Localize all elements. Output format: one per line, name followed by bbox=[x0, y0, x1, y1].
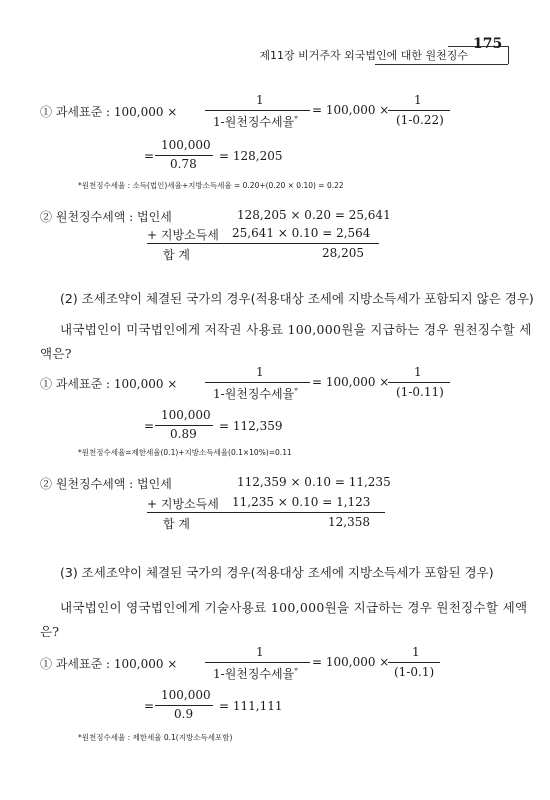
fraction-bar bbox=[205, 662, 310, 663]
fraction-bar bbox=[388, 110, 450, 111]
fraction-denominator: 1-원천징수세율* bbox=[213, 115, 298, 129]
fraction-numerator: 1 bbox=[414, 365, 422, 379]
fraction-bar bbox=[388, 662, 440, 663]
fraction-denominator: 0.78 bbox=[170, 157, 197, 171]
question-line: 내국법인이 영국법인에게 기술사용료 100,000원을 지급하는 경우 원천징수할 세액 bbox=[60, 600, 528, 615]
total-label: 합 계 bbox=[163, 517, 190, 531]
fraction-bar bbox=[388, 382, 450, 383]
fraction-denominator: (1-0.11) bbox=[396, 385, 444, 399]
tax-base-result: = 111,111 bbox=[219, 699, 283, 713]
total-label: 합 계 bbox=[163, 248, 190, 262]
tax-base-label: ① 과세표준 : 100,000 × bbox=[40, 377, 178, 391]
fraction-denominator: 0.89 bbox=[170, 427, 197, 441]
fraction-bar bbox=[155, 425, 213, 426]
fraction-denominator: (1-0.22) bbox=[396, 113, 444, 127]
page-number: 175 bbox=[473, 36, 503, 52]
fraction-bar bbox=[155, 705, 213, 706]
question-line: 은? bbox=[40, 624, 60, 639]
corp-tax-calc: 112,359 × 0.10 = 11,235 bbox=[237, 475, 391, 489]
sum-rule bbox=[147, 512, 385, 513]
withholding-label: ② 원천징수세액 : 법인세 bbox=[40, 477, 172, 491]
total-value: 12,358 bbox=[328, 515, 370, 529]
fraction-numerator: 100,000 bbox=[161, 408, 211, 422]
equals-mid: = 100,000 × bbox=[312, 375, 390, 389]
equals-sign: = bbox=[144, 699, 155, 713]
sum-rule bbox=[147, 243, 379, 244]
fraction-bar bbox=[205, 110, 310, 111]
tax-base-label: ① 과세표준 : 100,000 × bbox=[40, 657, 178, 671]
total-value: 28,205 bbox=[322, 246, 364, 260]
local-tax-calc: 25,641 × 0.10 = 2,564 bbox=[232, 226, 371, 240]
local-tax-label: + 지방소득세 bbox=[147, 228, 219, 242]
section-heading: (2) 조세조약이 체결된 국가의 경우(적용대상 조세에 지방소득세가 포함되지 않은 경우) bbox=[60, 291, 534, 306]
corp-tax-calc: 128,205 × 0.20 = 25,641 bbox=[237, 208, 391, 222]
question-line: 내국법인이 미국법인에게 저작권 사용료 100,000원을 지급하는 경우 원천징수할 세 bbox=[60, 322, 532, 337]
header-rule-bottom bbox=[375, 64, 508, 65]
fraction-denominator: (1-0.1) bbox=[394, 665, 435, 679]
question-line: 액은? bbox=[40, 346, 72, 361]
local-tax-calc: 11,235 × 0.10 = 1,123 bbox=[232, 495, 371, 509]
chapter-title: 제11장 비거주자 외국법인에 대한 원천징수 bbox=[259, 49, 468, 62]
fraction-numerator: 1 bbox=[412, 645, 420, 659]
rate-note: *원천징수세율 : 제한세율 0.1(지방소득세포함) bbox=[78, 733, 233, 742]
rate-note: *원천징수세율=제한세율(0.1)+지방소득세율(0.1×10%)=0.11 bbox=[78, 448, 292, 457]
equals-sign: = bbox=[144, 419, 155, 433]
rate-note: *원천징수세율 : 소득(법인)세율+지방소득세율 = 0.20+(0.20 × 0.10) = 0.22 bbox=[78, 181, 344, 190]
tax-base-label: ① 과세표준 : 100,000 × bbox=[40, 105, 178, 119]
fraction-denominator: 0.9 bbox=[174, 707, 194, 721]
tax-base-result: = 128,205 bbox=[219, 149, 283, 163]
fraction-numerator: 1 bbox=[256, 645, 264, 659]
fraction-numerator: 1 bbox=[414, 93, 422, 107]
withholding-label: ② 원천징수세액 : 법인세 bbox=[40, 210, 172, 224]
fraction-numerator: 100,000 bbox=[161, 138, 211, 152]
fraction-numerator: 100,000 bbox=[161, 688, 211, 702]
equals-mid: = 100,000 × bbox=[312, 655, 390, 669]
fraction-bar bbox=[205, 382, 310, 383]
fraction-denominator: 1-원천징수세율* bbox=[213, 387, 298, 401]
fraction-numerator: 1 bbox=[256, 365, 264, 379]
header-rule-tick bbox=[508, 46, 509, 64]
fraction-numerator: 1 bbox=[256, 93, 264, 107]
section-heading: (3) 조세조약이 체결된 국가의 경우(적용대상 조세에 지방소득세가 포함된 경우) bbox=[60, 565, 494, 580]
local-tax-label: + 지방소득세 bbox=[147, 497, 219, 511]
fraction-denominator: 1-원천징수세율* bbox=[213, 667, 298, 681]
equals-sign: = bbox=[144, 149, 155, 163]
equals-mid: = 100,000 × bbox=[312, 103, 390, 117]
fraction-bar bbox=[155, 155, 213, 156]
tax-base-result: = 112,359 bbox=[219, 419, 283, 433]
